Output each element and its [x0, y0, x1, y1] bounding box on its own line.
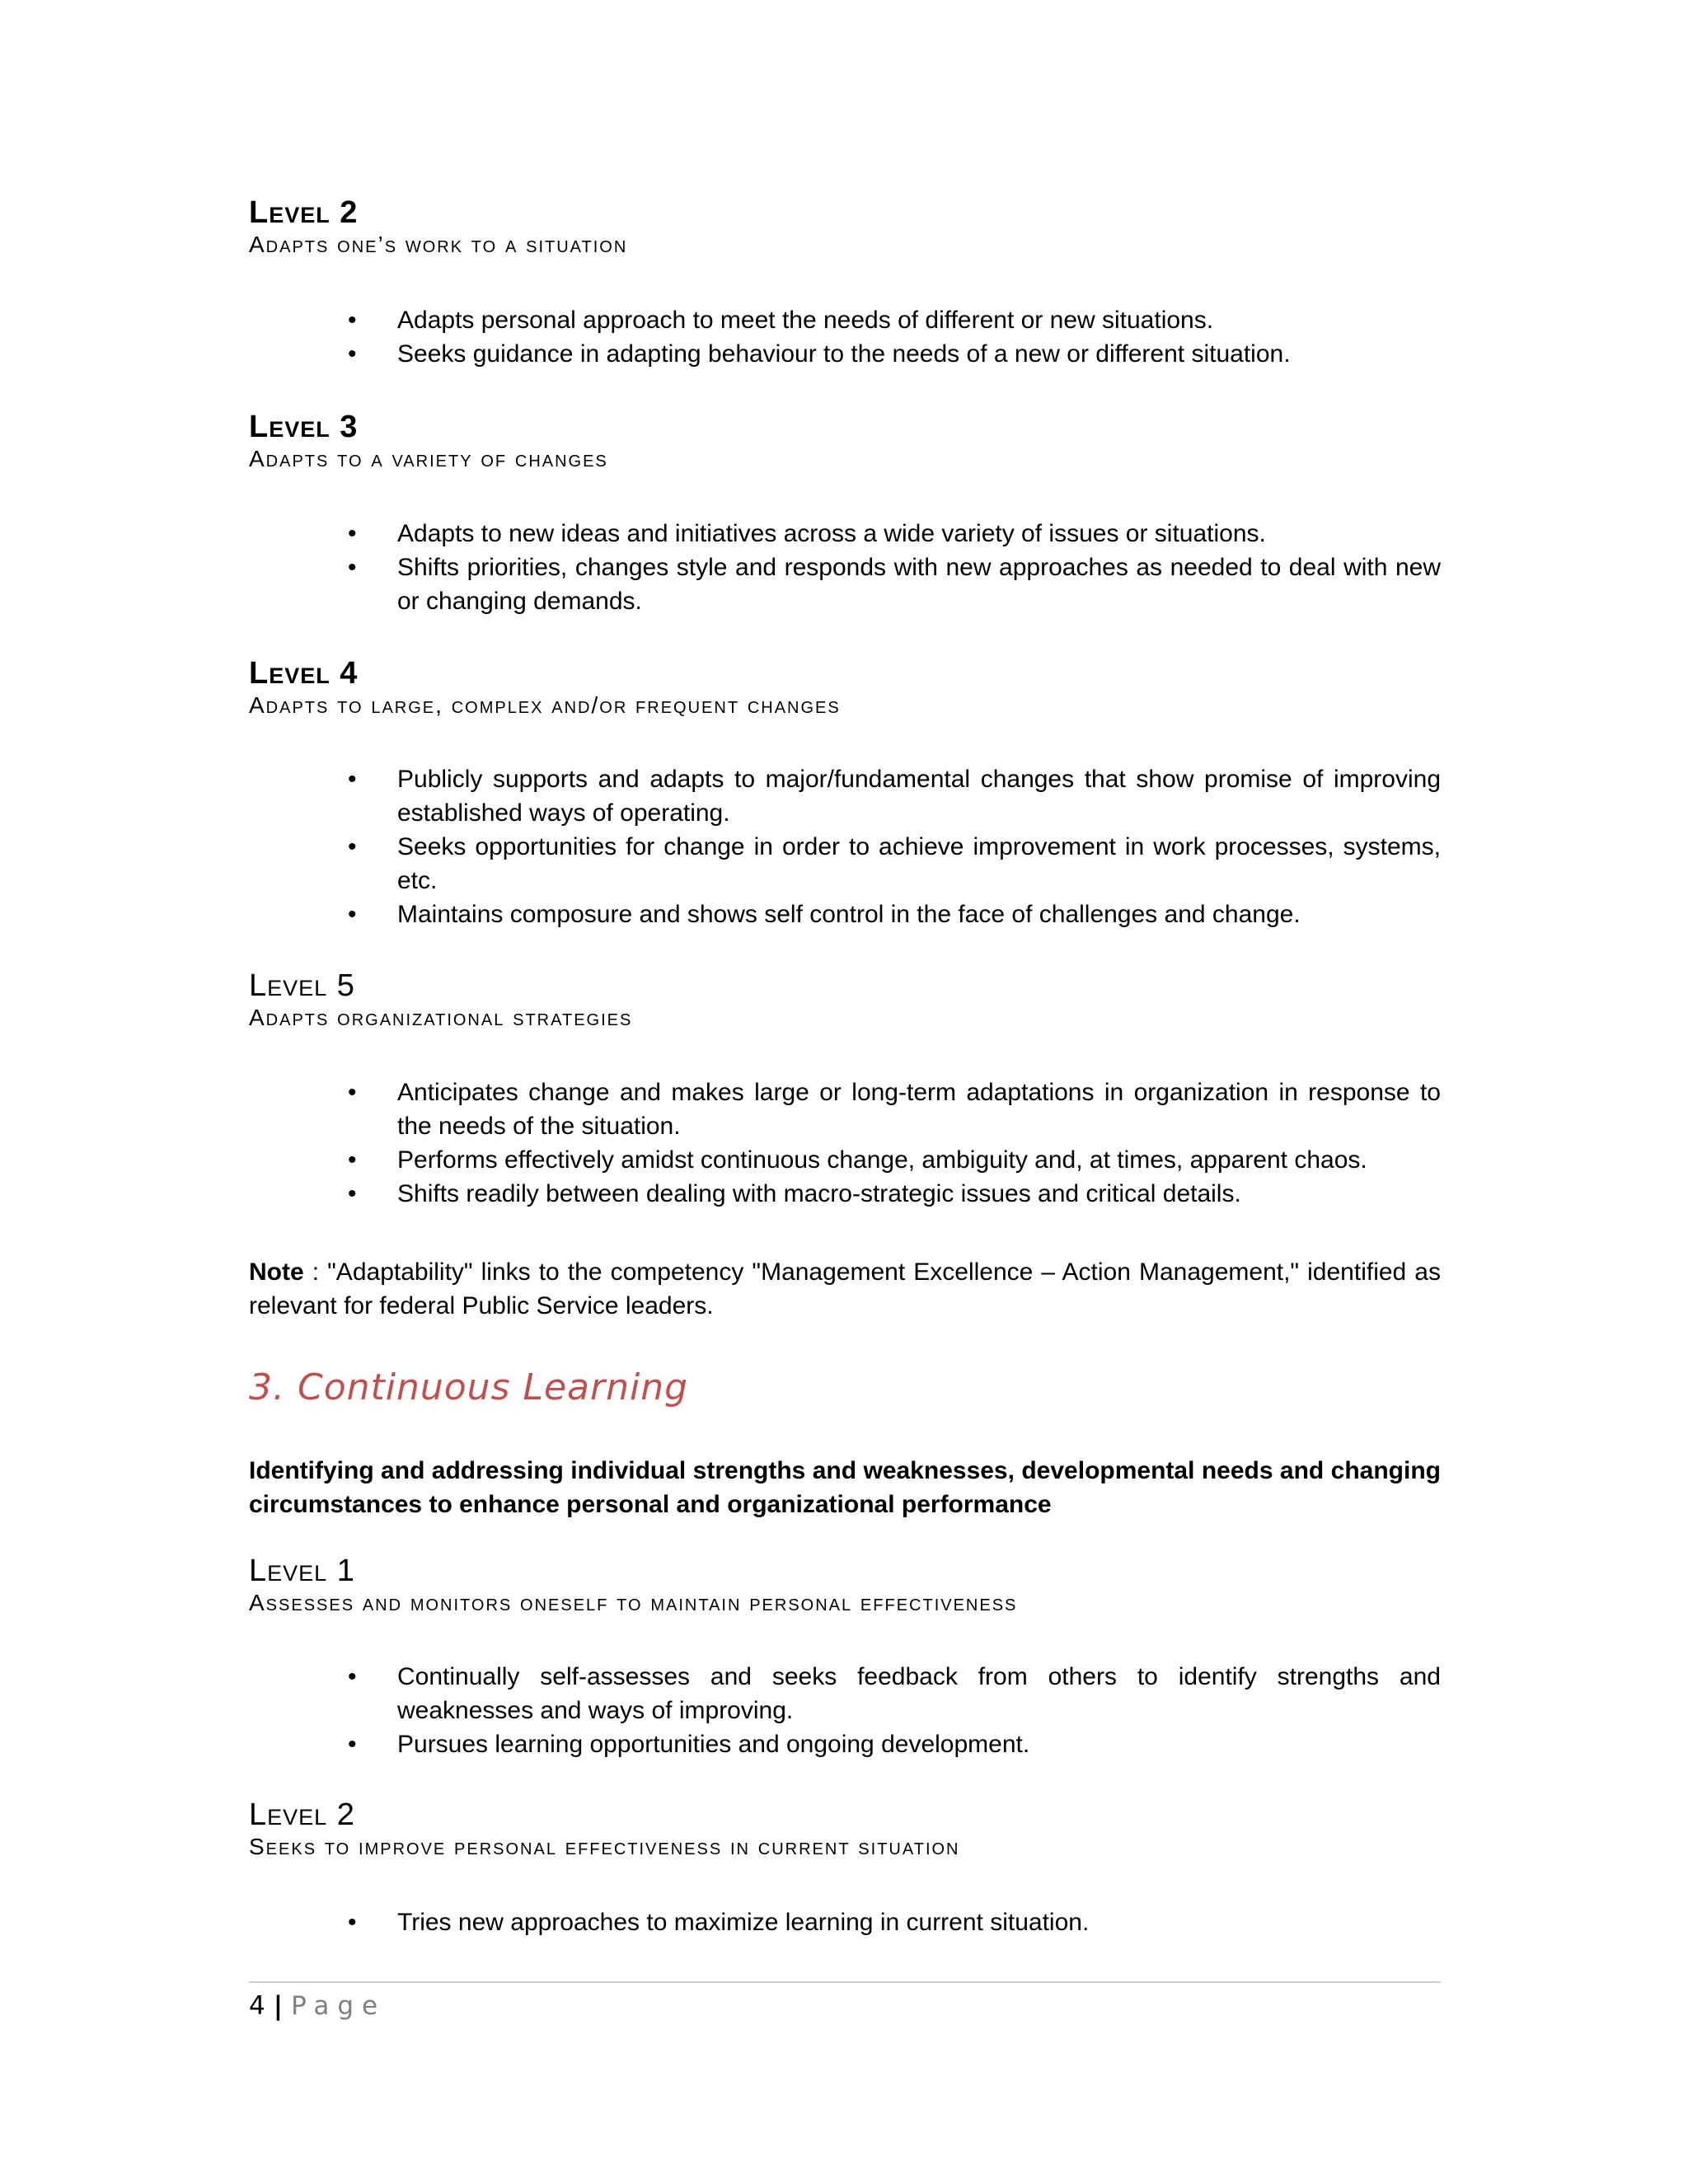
note-label: Note	[249, 1258, 304, 1286]
list-item: • Continually self-assesses and seeks feedback from others to identify strengths and weaknesses and ways of improving.	[397, 1660, 1441, 1727]
level-block	[249, 655, 1441, 719]
list-item: • Shifts readily between dealing with macro-strategic issues and critical details.	[397, 1177, 1441, 1211]
level-block	[249, 968, 1441, 1032]
level-subtitle: Adapts to a variety of changes	[249, 446, 608, 471]
level-subtitle: Assesses and monitors oneself to maintain personal effectiveness	[249, 1590, 1018, 1615]
level-title: Level 3	[249, 410, 359, 444]
bullet-list	[249, 762, 1441, 931]
section-intro	[249, 1454, 1441, 1521]
list-item: • Seeks guidance in adapting behaviour to the needs of a new or different situation.	[397, 337, 1441, 371]
level-block	[249, 1553, 1441, 1617]
note-paragraph	[249, 1255, 1441, 1323]
page-footer	[249, 1990, 386, 2022]
page-number: 4	[249, 1991, 265, 2021]
note-text: : "Adaptability" links to the competency "Management Excellence – Action Management," identified as relevant for federal Public Service leaders.	[249, 1258, 1441, 1319]
bullet-list	[249, 1076, 1441, 1211]
list-item: • Pursues learning opportunities and ongoing development.	[397, 1727, 1441, 1761]
list-item: • Adapts to new ideas and initiatives across a wide variety of issues or situations.	[397, 517, 1441, 551]
list-item: • Maintains composure and shows self control in the face of challenges and change.	[397, 898, 1441, 931]
list-item: • Seeks opportunities for change in order to achieve improvement in work processes, systems, etc.	[397, 830, 1441, 898]
level-title: Level 2	[249, 195, 359, 230]
section-intro-text: Identifying and addressing individual strengths and weaknesses, developmental needs and changing circumstances to enhance personal and organizational performance	[249, 1457, 1441, 1518]
level-subtitle: Adapts organizational strategies	[249, 1005, 633, 1030]
level-title: Level 2	[249, 1797, 355, 1832]
level-block	[249, 194, 1441, 259]
list-item: • Adapts personal approach to meet the needs of different or new situations.	[397, 303, 1441, 337]
list-item: • Tries new approaches to maximize learning in current situation.	[397, 1905, 1441, 1939]
bullet-list	[249, 303, 1441, 371]
level-title: Level 5	[249, 968, 355, 1003]
bullet-list	[249, 1660, 1441, 1761]
bullet-list	[249, 517, 1441, 618]
level-block	[249, 1797, 1441, 1861]
bullet-list	[249, 1905, 1441, 1939]
footer-separator: |	[273, 1991, 284, 2021]
page-label: Page	[291, 1991, 387, 2021]
list-item: • Shifts priorities, changes style and responds with new approaches as needed to deal with new or changing demands.	[397, 551, 1441, 618]
level-subtitle: Adapts to large, complex and/or frequent changes	[249, 692, 841, 718]
level-subtitle: Seeks to improve personal effectiveness in current situation	[249, 1834, 960, 1859]
list-item: • Publicly supports and adapts to major/fundamental changes that show promise of improving established ways of operating.	[397, 762, 1441, 830]
level-subtitle: Adapts one’s work to a situation	[249, 232, 628, 257]
list-item: • Anticipates change and makes large or long-term adaptations in organization in response to the needs of the situation.	[397, 1076, 1441, 1143]
level-title: Level 1	[249, 1554, 355, 1588]
section-heading: 3. Continuous Learning	[249, 1366, 689, 1408]
section-heading-block	[249, 1366, 1441, 1409]
footer-divider	[249, 1981, 1441, 1983]
level-block	[249, 409, 1441, 473]
list-item: • Performs effectively amidst continuous change, ambiguity and, at times, apparent chaos.	[397, 1143, 1441, 1177]
level-title: Level 4	[249, 656, 359, 691]
